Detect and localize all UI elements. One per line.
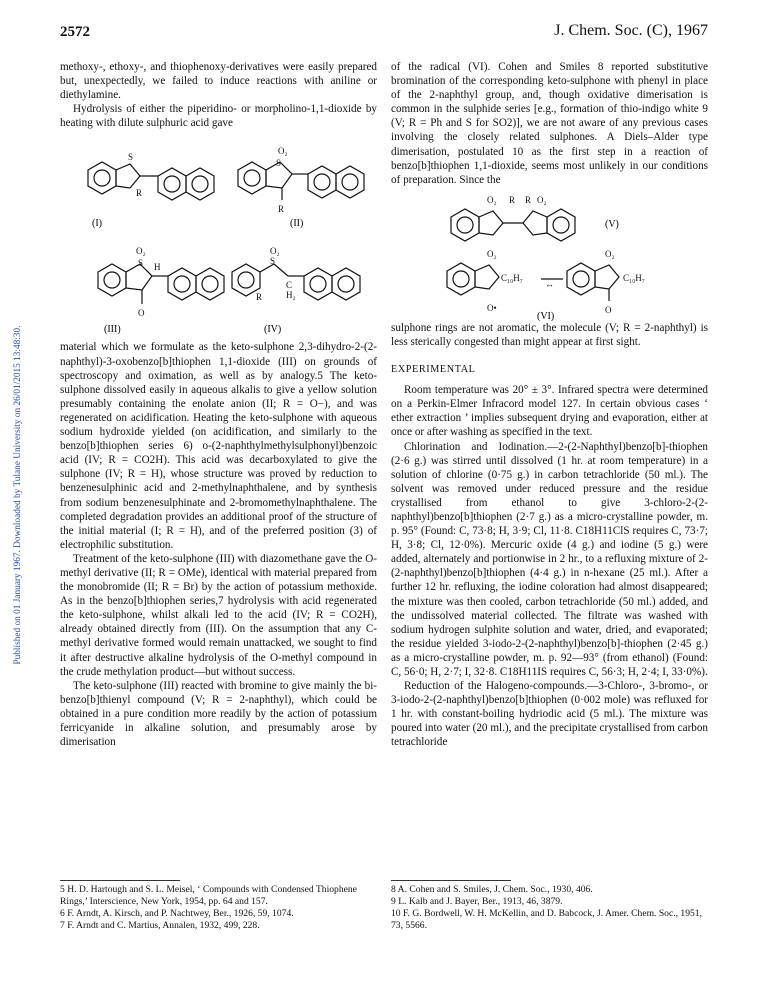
chemical-structures-v-vi <box>391 187 708 321</box>
svg-text:S: S <box>276 158 282 169</box>
svg-text:O₂: O₂ <box>487 248 497 259</box>
svg-text:C: C <box>286 280 293 291</box>
svg-text:O₂: O₂ <box>270 246 280 257</box>
svg-text:O: O <box>138 308 145 319</box>
svg-text:C₁₀H₇: C₁₀H₇ <box>501 272 523 283</box>
download-watermark[interactable]: Published on 01 January 1967. Downloaded by Tulane University on 26/01/2015 13:48:30. <box>13 325 23 665</box>
label-structure-i: (I) <box>92 218 102 230</box>
svg-text:C₁₀H₇: C₁₀H₇ <box>623 272 645 283</box>
svg-text:S: S <box>270 256 276 267</box>
left-paragraph-1: methoxy-, ethoxy-, and thiophenoxy-derivatives were easily prepared but, unexpectedly, we failed to induce reactions with aniline or diethylamine. <box>60 61 377 102</box>
label-structure-iii: (III) <box>104 324 121 336</box>
footnote-6: 6 F. Arndt, A. Kirsch, and P. Nachtwey, Ber., 1926, 59, 1074. <box>60 908 294 919</box>
left-paragraph-2: Hydrolysis of either the piperidino- or morpholino-1,1-dioxide by heating with dilute sulphuric acid gave <box>60 103 377 130</box>
footnote-rule-right <box>391 880 511 881</box>
footnote-9: 9 L. Kalb and J. Bayer, Ber., 1913, 46, 3879. <box>391 896 563 907</box>
structure-figure-1 <box>60 130 377 340</box>
structure-figure-2 <box>391 187 708 321</box>
label-structure-iv: (IV) <box>264 324 282 336</box>
footnote-10: 10 F. G. Bordwell, W. H. McKellin, and D. Babcock, J. Amer. Chem. Soc., 1951, 73, 5566. <box>391 908 703 931</box>
footnote-8: 8 A. Cohen and S. Smiles, J. Chem. Soc., 1930, 406. <box>391 884 593 895</box>
svg-text:S: S <box>138 258 144 269</box>
journal-header: J. Chem. Soc. (C), 1967 <box>554 22 708 39</box>
svg-text:O₂: O₂ <box>278 146 288 157</box>
svg-text:R: R <box>136 188 143 199</box>
svg-text:R: R <box>278 204 285 215</box>
svg-text:O: O <box>605 304 612 315</box>
footnotes-right <box>391 884 708 932</box>
svg-text:S: S <box>128 152 134 163</box>
label-structure-v: (V) <box>605 218 619 230</box>
right-paragraph-4: Chlorination and Iodination.—2-(2-Naphthyl)benzo[b]-thiophen (2·6 g.) was stirred until dissolved (1 hr. at room temperature) in a solution of chlorine (0·75 g.) in carbon tetrachloride (50 ml.). The solvent was removed under reduced pressure and the residue crystallised from ethanol to give 3-chloro-2-(2-naphthyl)benzo[b]thiophen (2·7 g.) as a micro-crystalline powder, m. p. 95° (Found: C, 73·8; H, 3·9; Cl, 11·8. C18H11ClS requires C, 73·7; H, 3·8; Cl, 12·0%). Mercuric oxide (4 g.) and iodine (5 g.) were added, alternately and portionwise in 2 hr., to a refluxing mixture of 2-(2-naphthyl)benzo[b]thiophen (4·4 g.) in n-hexane (25 ml.). After a further 12 hr. refluxing, the iodine coloration had almost disappeared; the mixture was then cooled, carbon tetrachloride (50 ml.) added, and the undissolved material collected. The filtrate was washed with sodium hydrogen sulphite solution and water, dried, and evaporated; the residue yielded 3-iodo-2-(2-naphthyl)benzo[b]-thiophen (2·45 g.) as a micro-crystalline powder, m. p. 92—93° (from ethanol) (Found: C, 56·0; H, 2·7; I, 32·8. C18H11IS requires C, 56·3; H, 2·4; I, 33·0%). <box>391 440 708 678</box>
footnote-5: 5 H. D. Hartough and S. L. Meisel, ‘ Compounds with Condensed Thiophene Rings,’ Interscience, New York, 1954, pp. 64 and 157. <box>60 884 357 907</box>
svg-text:↔: ↔ <box>545 278 554 289</box>
svg-text:O₂: O₂ <box>487 194 497 205</box>
right-paragraph-5: Reduction of the Halogeno-compounds.—3-Chloro-, 3-bromo-, or 3-iodo-2-(2-naphthyl)benzo[b]thiophen (0·002 mole) was refluxed for 1 hr. with constant-boiling hydriodic acid (5 ml.). The mixture was poured into water (20 ml.), and the precipitate crystallised from carbon tetrachloride <box>391 680 708 749</box>
svg-text:H₂: H₂ <box>286 290 296 301</box>
chemical-structures-i-iv <box>60 130 377 340</box>
svg-text:O₂: O₂ <box>136 246 146 257</box>
page-number: 2572 <box>60 24 90 40</box>
right-paragraph-3: Room temperature was 20° ± 3°. Infrared spectra were determined on a Perkin-Elmer Infracord model 127. In certain obvious cases ‘ ether extraction ’ implies subsequent drying and evaporation, either at once or after washing as specified in the text. <box>391 384 708 439</box>
right-column <box>391 60 708 750</box>
right-paragraph-2: sulphone rings are not aromatic, the molecule (V; R = 2-naphthyl) is less sterically congested than might appear at first sight. <box>391 321 708 348</box>
footnote-7: 7 F. Arndt and C. Martius, Annalen, 1932, 499, 228. <box>60 920 260 931</box>
left-paragraph-4: Treatment of the keto-sulphone (III) with diazomethane gave the O-methyl derivative (II; R = OMe), identical with material prepared from the monobromide (II; R = Br) by the action of potassium methoxide. As in the benzo[b]thiophen series,7 hydrolysis with acid regenerated the keto-sulphone, whilst alkali led to the acid (IV; R = CO2H), already obtained directly from (III). On the assumption that any C-methyl derivative formed would remain unattacked, we sought to find it after destructive alkaline hydrolysis of the O-methyl compound in the crude methylation product—but without success. <box>60 552 377 678</box>
footnotes-left <box>60 884 377 932</box>
svg-text:R: R <box>509 194 516 205</box>
footnote-rule-left <box>60 880 180 881</box>
label-structure-ii: (II) <box>290 218 304 230</box>
right-paragraph-1: of the radical (VI). Cohen and Smiles 8 reported substitutive bromination of the corresponding keto-sulphone with phenyl in place of the 2-naphthyl group, and, though oxidative dimerisation is common in the sulphide series [e.g., formation of thio-indigo white 9 (V; R = Ph and S for SO2)], we are not aware of any previous cases involving the closely related sulphones. A Diels–Alder type dimerisation, postulated 10 as the first step in a reaction of benzo[b]thiophen 1,1-dioxide, seems most unlikely in our conditions of preparation. Since the <box>391 61 708 186</box>
left-column <box>60 60 377 749</box>
left-paragraph-3: material which we formulate as the keto-sulphone 2,3-dihydro-2-(2-naphthyl)-3-oxobenzo[b]thiophen 1,1-dioxide (III) on grounds of spectroscopy and oximation, as well as by analogy.5 The keto-sulphone dissolved easily in aqueous alkalis to give a yellow solution presumably containing the enolate anion (II; R = O−), and was regenerated on acidification. Heating the keto-sulphone with aqueous sodium hydroxide yielded (on acidification, and similarly to the benzo[b]thiophen series 6) o-(2-naphthylmethylsulphonyl)benzoic acid (IV; R = CO2H). This acid was decarboxylated to give the sulphone (IV; R = H), whose structure was proved by reduction to benzenesulphinic acid and 2-methylnaphthalene, and by synthesis from sodium benzenesulphinate and 2-bromomethylnaphthalene. The completed degradation provides an additional proof of the structure of the initial material (I; R = H), and of the preferred position (3) of electrophilic substitution. <box>60 341 377 551</box>
svg-text:O₂: O₂ <box>605 248 615 259</box>
section-heading-experimental: EXPERIMENTAL <box>391 364 476 376</box>
svg-text:O₂: O₂ <box>537 194 547 205</box>
svg-text:O•: O• <box>487 302 497 313</box>
svg-text:R: R <box>525 194 532 205</box>
svg-text:H: H <box>154 262 161 273</box>
svg-text:R: R <box>256 292 263 303</box>
left-paragraph-5: The keto-sulphone (III) reacted with bromine to give mainly the bi-benzo[b]thienyl compound (V; R = 2-naphthyl), which could be obtained in a pure condition more readily by the action of potassium ferricyanide in alkaline solution, and presumably arose by dimerisation <box>60 679 377 749</box>
label-structure-vi: (VI) <box>537 310 555 321</box>
